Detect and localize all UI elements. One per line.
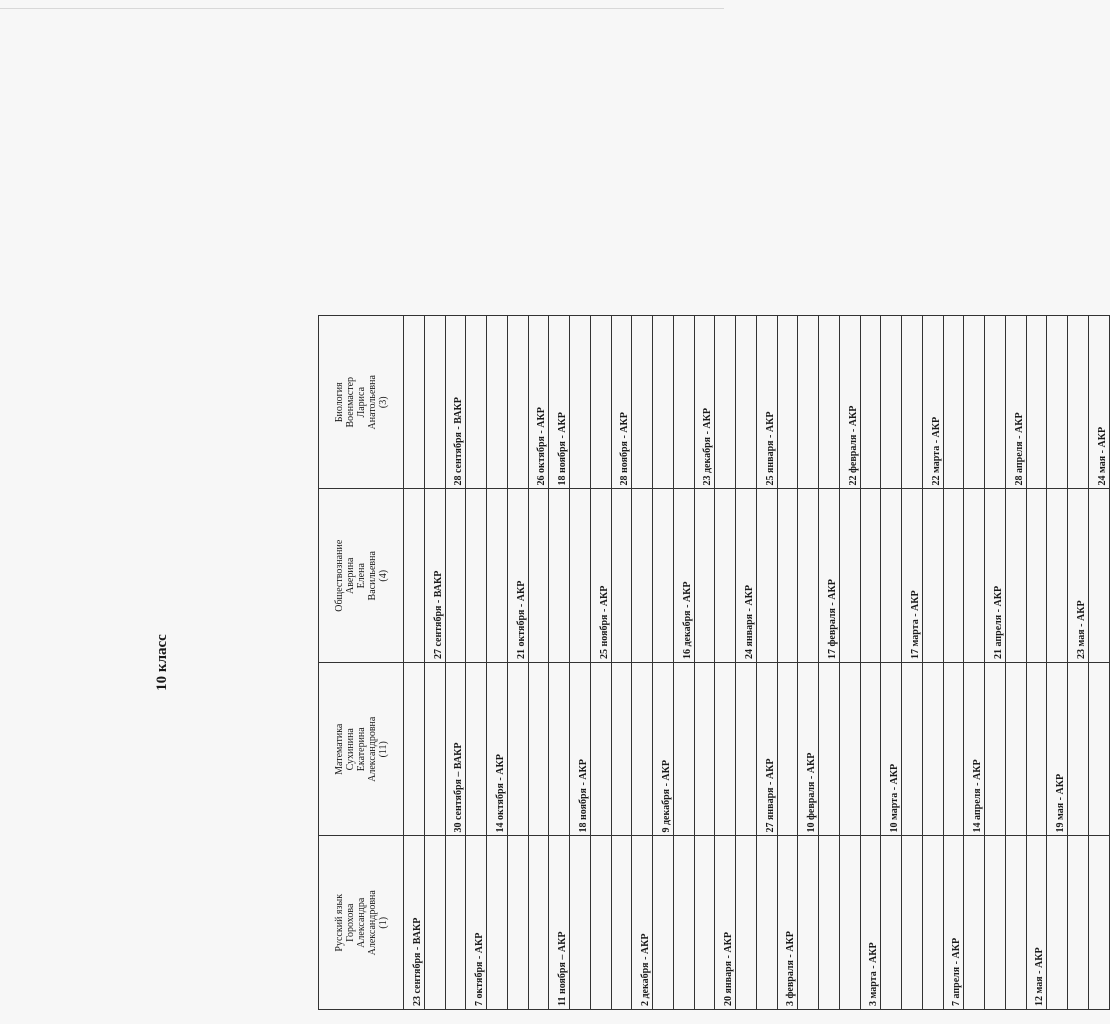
column-header-line: (4): [377, 569, 389, 582]
table-row: [445, 316, 466, 1010]
table-cell: [466, 489, 487, 663]
table-row: [1088, 316, 1109, 1010]
table-cell: [611, 489, 632, 663]
table-cell: 22 марта - АКР: [922, 316, 943, 490]
table-cell: [985, 663, 1006, 837]
column-header-line: Горохова: [344, 903, 356, 942]
table-row: [507, 316, 528, 1010]
table-cell: [839, 489, 860, 663]
page-top-rule: [0, 8, 724, 9]
table-cell: [736, 316, 757, 490]
table-cell: 17 марта - АКР: [902, 489, 923, 663]
table-cell: [611, 663, 632, 837]
table-row: [528, 316, 549, 1010]
table-cell: [487, 836, 508, 1010]
table-row: [632, 316, 653, 1010]
table-cell: [653, 836, 674, 1010]
table-row: [922, 316, 943, 1010]
column-header: [319, 489, 404, 663]
table-row: [673, 316, 694, 1010]
table-row: [943, 316, 964, 1010]
table-cell: [943, 316, 964, 490]
table-cell: 9 декабря - АКР: [653, 663, 674, 837]
table-cell: [964, 489, 985, 663]
table-cell: 14 октября - АКР: [487, 663, 508, 837]
table-cell: [1088, 489, 1109, 663]
table-cell: 24 января - АКР: [736, 489, 757, 663]
table-cell: [424, 316, 445, 490]
table-cell: [777, 489, 798, 663]
table-cell: [632, 489, 653, 663]
table-row: [694, 316, 715, 1010]
table-cell: [404, 489, 425, 663]
table-row: [487, 316, 508, 1010]
table-cell: [487, 316, 508, 490]
table-cell: [1005, 836, 1026, 1010]
table-cell: [715, 489, 736, 663]
table-row: [715, 316, 736, 1010]
table-cell: [819, 663, 840, 837]
column-header-line: Елена: [355, 563, 367, 589]
table-cell: 10 марта - АКР: [881, 663, 902, 837]
table-cell: [632, 663, 653, 837]
table-cell: 21 апреля - АКР: [985, 489, 1006, 663]
table-cell: [922, 663, 943, 837]
table-cell: [819, 316, 840, 490]
table-cell: [985, 316, 1006, 490]
table-cell: [881, 316, 902, 490]
table-cell: [466, 663, 487, 837]
table-cell: [424, 836, 445, 1010]
table-cell: [1026, 316, 1047, 490]
table-cell: [964, 316, 985, 490]
table-cell: [653, 489, 674, 663]
table-cell: [985, 836, 1006, 1010]
table-cell: 27 сентября - ВАКР: [424, 489, 445, 663]
table-cell: 3 марта - АКР: [860, 836, 881, 1010]
table-cell: [466, 316, 487, 490]
table-row: [985, 316, 1006, 1010]
table-cell: 26 октября - АКР: [528, 316, 549, 490]
table-cell: [839, 663, 860, 837]
table-cell: [404, 663, 425, 837]
table-cell: 27 января - АКР: [756, 663, 777, 837]
table-cell: [673, 663, 694, 837]
column-header-line: Биология: [333, 382, 345, 423]
column-header-line: Военмастер: [344, 376, 356, 428]
table-cell: [1068, 663, 1089, 837]
table-cell: [549, 663, 570, 837]
document-title: 10 класс: [154, 634, 170, 691]
table-cell: 18 ноября - АКР: [549, 316, 570, 490]
table-row: [1026, 316, 1047, 1010]
table-cell: [1088, 836, 1109, 1010]
table-cell: [881, 836, 902, 1010]
table-row: [424, 316, 445, 1010]
table-row: [839, 316, 860, 1010]
schedule-table: [318, 315, 1110, 1010]
table-cell: 28 сентября - ВАКР: [445, 316, 466, 490]
table-cell: [694, 836, 715, 1010]
table-cell: [404, 316, 425, 490]
table-cell: [922, 489, 943, 663]
column-header-line: Александровна: [366, 890, 378, 956]
table-row: [466, 316, 487, 1010]
table-cell: [736, 836, 757, 1010]
table-header: [319, 316, 404, 1010]
table-cell: [777, 663, 798, 837]
table-cell: [445, 489, 466, 663]
table-cell: [922, 836, 943, 1010]
table-cell: [1047, 316, 1068, 490]
table-cell: 10 февраля - АКР: [798, 663, 819, 837]
table-row: [1047, 316, 1068, 1010]
table-cell: [860, 316, 881, 490]
table-cell: 2 декабря - АКР: [632, 836, 653, 1010]
table-cell: [653, 316, 674, 490]
column-header-line: Александра: [355, 897, 367, 948]
table-cell: [798, 836, 819, 1010]
table-cell: 24 мая - АКР: [1088, 316, 1109, 490]
column-header-line: Екатерина: [355, 727, 367, 772]
table-cell: [715, 316, 736, 490]
table-cell: [528, 836, 549, 1010]
table-cell: [902, 836, 923, 1010]
table-cell: 11 ноября – АКР: [549, 836, 570, 1010]
table-cell: [736, 663, 757, 837]
table-cell: [1026, 663, 1047, 837]
table-row: [1005, 316, 1026, 1010]
column-header-line: Васильевна: [366, 551, 378, 601]
table-cell: [507, 836, 528, 1010]
table-cell: [943, 663, 964, 837]
table-cell: [570, 836, 591, 1010]
table-cell: 30 сентября – ВАКР: [445, 663, 466, 837]
table-row: [611, 316, 632, 1010]
table-cell: 25 ноября - АКР: [590, 489, 611, 663]
table-cell: [590, 663, 611, 837]
table-cell: [1026, 489, 1047, 663]
table-row: [1068, 316, 1089, 1010]
table-cell: [902, 316, 923, 490]
table-row: [736, 316, 757, 1010]
table-cell: 3 февраля - АКР: [777, 836, 798, 1010]
table-cell: [487, 489, 508, 663]
column-header-line: Сухинина: [344, 728, 356, 771]
table-cell: [1088, 663, 1109, 837]
column-header-line: Александровна: [366, 716, 378, 782]
table-cell: 12 мая - АКР: [1026, 836, 1047, 1010]
column-header-line: Русский язык: [333, 893, 345, 952]
table-cell: [570, 316, 591, 490]
table-cell: 7 октября - АКР: [466, 836, 487, 1010]
table-row: [777, 316, 798, 1010]
table-cell: [445, 836, 466, 1010]
table-cell: [632, 316, 653, 490]
table-row: [570, 316, 591, 1010]
table-cell: 21 октября - АКР: [507, 489, 528, 663]
table-body: [404, 316, 1110, 1010]
column-header-line: (11): [377, 741, 389, 758]
table-cell: [943, 489, 964, 663]
column-header-line: Аверина: [344, 557, 356, 594]
rotated-document: [150, 315, 1108, 1010]
table-cell: [1047, 836, 1068, 1010]
table-cell: [798, 489, 819, 663]
table-cell: [1047, 489, 1068, 663]
table-cell: [756, 836, 777, 1010]
table-row: [881, 316, 902, 1010]
table-row: [964, 316, 985, 1010]
table-cell: [549, 489, 570, 663]
table-cell: [694, 663, 715, 837]
table-cell: [507, 316, 528, 490]
table-cell: [611, 836, 632, 1010]
table-cell: [590, 316, 611, 490]
table-cell: 20 января - АКР: [715, 836, 736, 1010]
table-cell: [839, 836, 860, 1010]
table-cell: [964, 836, 985, 1010]
table-cell: [424, 663, 445, 837]
table-cell: [590, 836, 611, 1010]
table-row: [756, 316, 777, 1010]
table-cell: [756, 489, 777, 663]
table-row: [819, 316, 840, 1010]
column-header: [319, 316, 404, 490]
table-cell: [528, 663, 549, 837]
table-cell: [860, 663, 881, 837]
column-header: [319, 663, 404, 837]
table-cell: [694, 489, 715, 663]
table-cell: 16 декабря - АКР: [673, 489, 694, 663]
column-header-line: Лариса: [355, 386, 367, 418]
table-cell: [715, 663, 736, 837]
table-cell: [1005, 663, 1026, 837]
column-header-line: (1): [377, 916, 389, 929]
table-cell: [673, 316, 694, 490]
table-row: [590, 316, 611, 1010]
table-row: [902, 316, 923, 1010]
table-cell: [819, 836, 840, 1010]
table-cell: [1068, 836, 1089, 1010]
table-cell: [902, 663, 923, 837]
table-row: [860, 316, 881, 1010]
column-header-line: (3): [377, 396, 389, 409]
table-cell: [798, 316, 819, 490]
column-header-line: Анатольевна: [366, 375, 378, 430]
table-cell: 18 ноября - АКР: [570, 663, 591, 837]
column-header-line: Обществознание: [333, 539, 345, 612]
table-row: [653, 316, 674, 1010]
table-cell: 22 февраля - АКР: [839, 316, 860, 490]
table-cell: 23 мая - АКР: [1068, 489, 1089, 663]
header-row: [319, 316, 404, 1010]
table-cell: [860, 489, 881, 663]
table-cell: [881, 489, 902, 663]
table-cell: 23 декабря - АКР: [694, 316, 715, 490]
table-cell: 25 января - АКР: [756, 316, 777, 490]
table-cell: 14 апреля - АКР: [964, 663, 985, 837]
table-cell: [1068, 316, 1089, 490]
table-cell: [570, 489, 591, 663]
column-header: [319, 836, 404, 1010]
table-cell: 23 сентября - ВАКР: [404, 836, 425, 1010]
table-row: [404, 316, 425, 1010]
column-header-line: Математика: [333, 723, 345, 775]
table-cell: 7 апреля - АКР: [943, 836, 964, 1010]
table-row: [798, 316, 819, 1010]
table-row: [549, 316, 570, 1010]
table-cell: [673, 836, 694, 1010]
table-cell: [528, 489, 549, 663]
table-cell: [1005, 489, 1026, 663]
table-cell: [507, 663, 528, 837]
table-cell: 19 мая - АКР: [1047, 663, 1068, 837]
table-cell: [777, 316, 798, 490]
table-cell: 17 февраля - АКР: [819, 489, 840, 663]
table-cell: 28 ноября - АКР: [611, 316, 632, 490]
table-cell: 28 апреля - АКР: [1005, 316, 1026, 490]
